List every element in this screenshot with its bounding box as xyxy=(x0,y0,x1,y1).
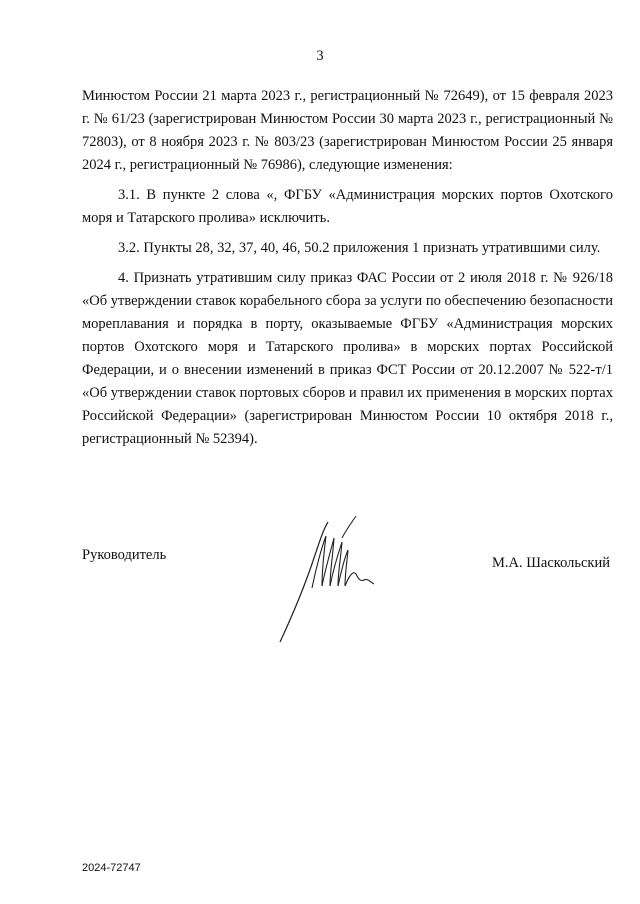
document-body xyxy=(82,85,613,458)
signature-image xyxy=(272,500,392,650)
paragraph-continuation: Минюстом России 21 марта 2023 г., регистрационный № 72649), от 15 февраля 2023 г. № 61/23 (зарегистрирован Минюстом России 30 марта 2023 г., регистрационный № 72803), от 8 ноября 2023 г. № 803/23 (зарегистрирован Минюстом России 25 января 2024 г., регистрационный № 76986), следующие изменения: xyxy=(82,88,613,173)
paragraph-3-2: 3.2. Пункты 28, 32, 37, 40, 46, 50.2 приложения 1 признать утратившими силу. xyxy=(118,240,601,256)
document-number: 2024-72747 xyxy=(82,862,141,874)
paragraph-3-1: 3.1. В пункте 2 слова «, ФГБУ «Администрация морских портов Охотского моря и Татарского пролива» исключить. xyxy=(82,187,613,226)
page-number: 3 xyxy=(316,48,324,64)
paragraph-4: 4. Признать утратившим силу приказ ФАС России от 2 июля 2018 г. № 926/18 «Об утверждении ставок корабельного сбора за услуги по обеспечению безопасности мореплавания и порядка в порту, оказываемые ФГБУ «Администрация морских портов Охотского моря и Татарского пролива» в морских портах Российской Федерации, и о внесении изменений в приказ ФСТ России от 20.12.2007 № 522-т/1 «Об утверждении ставок портовых сборов и правил их применения в морских портах Российской Федерации» (зарегистрирован Минюстом России 10 октября 2018 г., регистрационный № 52394). xyxy=(82,270,613,447)
signatory-name: М.А. Шаскольский xyxy=(492,555,610,571)
signatory-title: Руководитель xyxy=(82,547,167,563)
